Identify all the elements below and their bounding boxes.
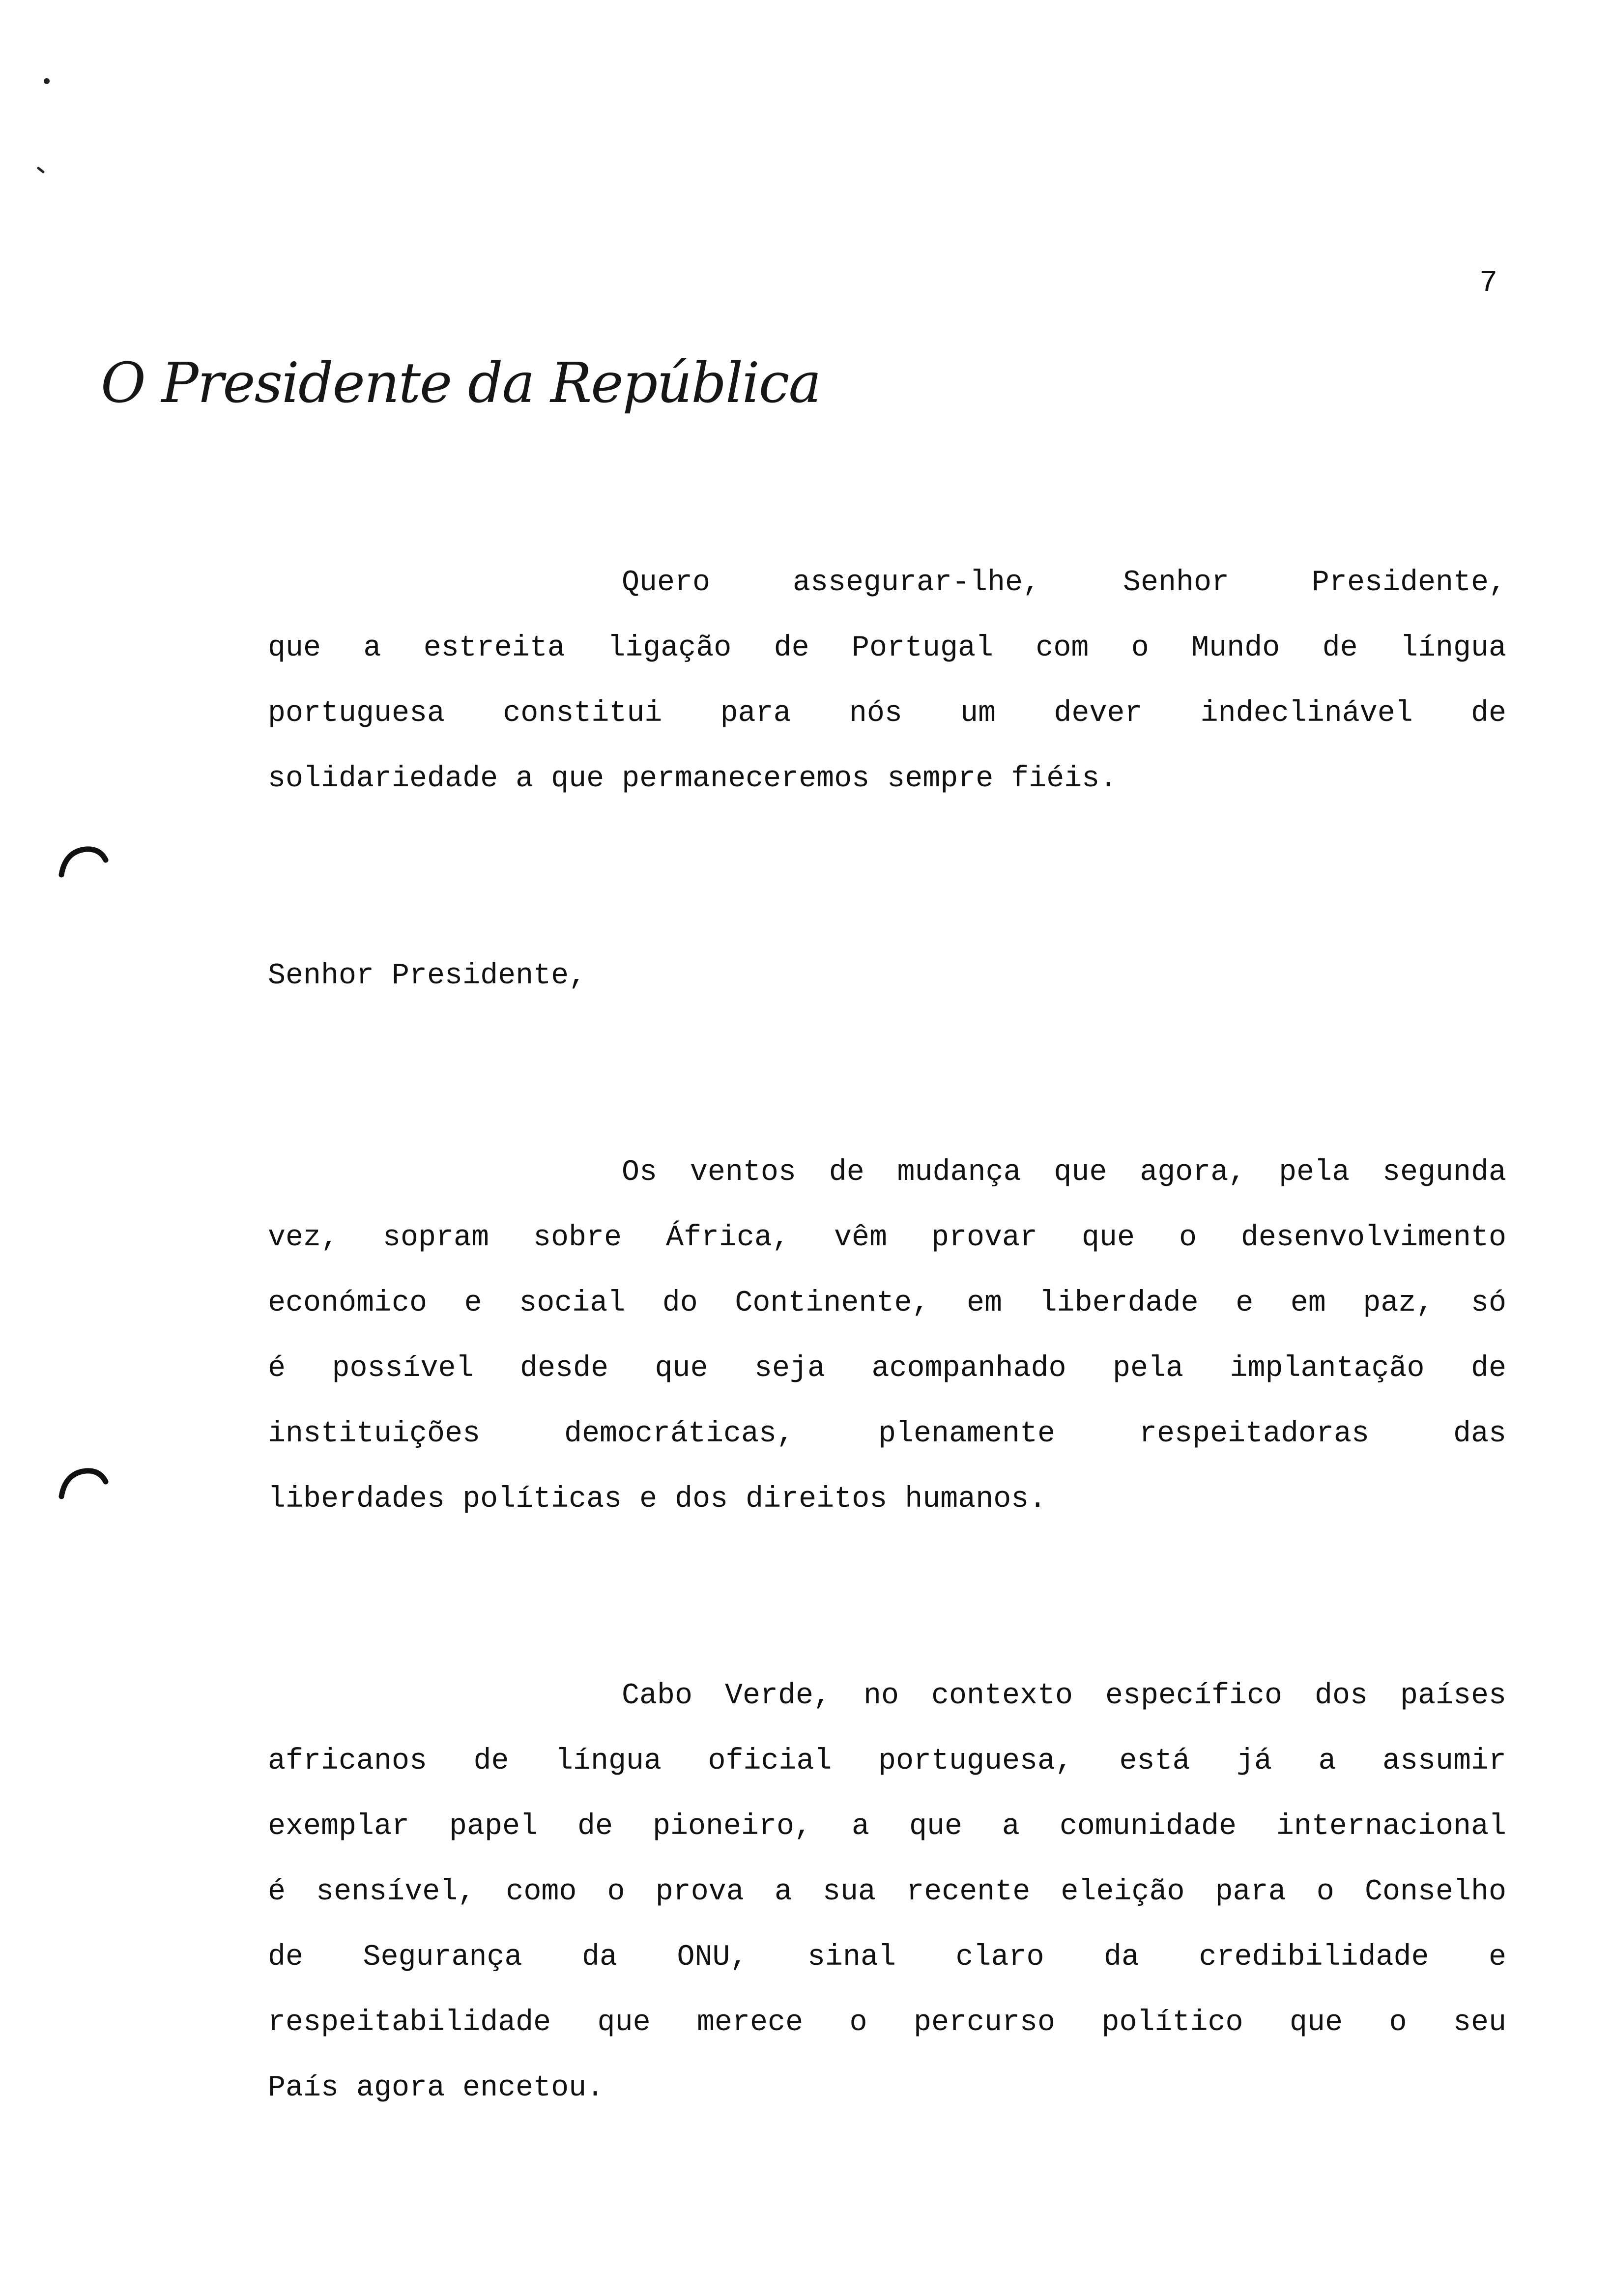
page-number: 7 bbox=[1479, 265, 1498, 300]
text-line: Quero assegurar-lhe, Senhor Presidente, bbox=[622, 566, 1506, 600]
salutation bbox=[268, 944, 1506, 1009]
text-line: Os ventos de mudança que agora, pela segunda bbox=[622, 1156, 1506, 1189]
text-line: é possível desde que seja acompanhado pela implantação de bbox=[268, 1352, 1506, 1385]
punch-hole-mark-upper bbox=[57, 840, 111, 880]
text-line: de Segurança da ONU, sinal claro da credibilidade e bbox=[268, 1941, 1506, 1974]
text-line: vez, sopram sobre África, vêm provar que o desenvolvimento bbox=[268, 1221, 1506, 1255]
text-line: económico e social do Continente, em liberdade e em paz, só bbox=[268, 1287, 1506, 1320]
text-line: Senhor Presidente, bbox=[268, 959, 587, 993]
text-line: exemplar papel de pioneiro, a que a comunidade internacional bbox=[268, 1810, 1506, 1843]
text-line: País agora encetou. bbox=[268, 2071, 604, 2105]
text-line: instituições democráticas, plenamente respeitadoras das bbox=[268, 1417, 1506, 1451]
paragraph-2 bbox=[268, 1140, 1506, 1532]
text-line: Cabo Verde, no contexto específico dos países bbox=[622, 1679, 1506, 1713]
paragraph-1 bbox=[268, 550, 1506, 812]
scan-tick-mark bbox=[34, 162, 49, 177]
scan-dot-mark bbox=[39, 74, 54, 88]
punch-hole-mark-lower bbox=[57, 1462, 111, 1501]
paragraph-3 bbox=[268, 1664, 1506, 2121]
text-line: solidariedade a que permaneceremos sempre fiéis. bbox=[268, 762, 1118, 796]
text-line: respeitabilidade que merece o percurso político que o seu bbox=[268, 2006, 1506, 2039]
letterhead-logotype: O Presidente da República bbox=[101, 351, 821, 415]
text-line: que a estreita ligação de Portugal com o Mundo de língua bbox=[268, 631, 1506, 665]
text-line: portuguesa constitui para nós um dever indeclinável de bbox=[268, 697, 1506, 730]
text-line: é sensível, como o prova a sua recente eleição para o Conselho bbox=[268, 1875, 1506, 1909]
text-line: africanos de língua oficial portuguesa, está já a assumir bbox=[268, 1745, 1506, 1778]
text-line: liberdades políticas e dos direitos humanos. bbox=[268, 1483, 1047, 1516]
